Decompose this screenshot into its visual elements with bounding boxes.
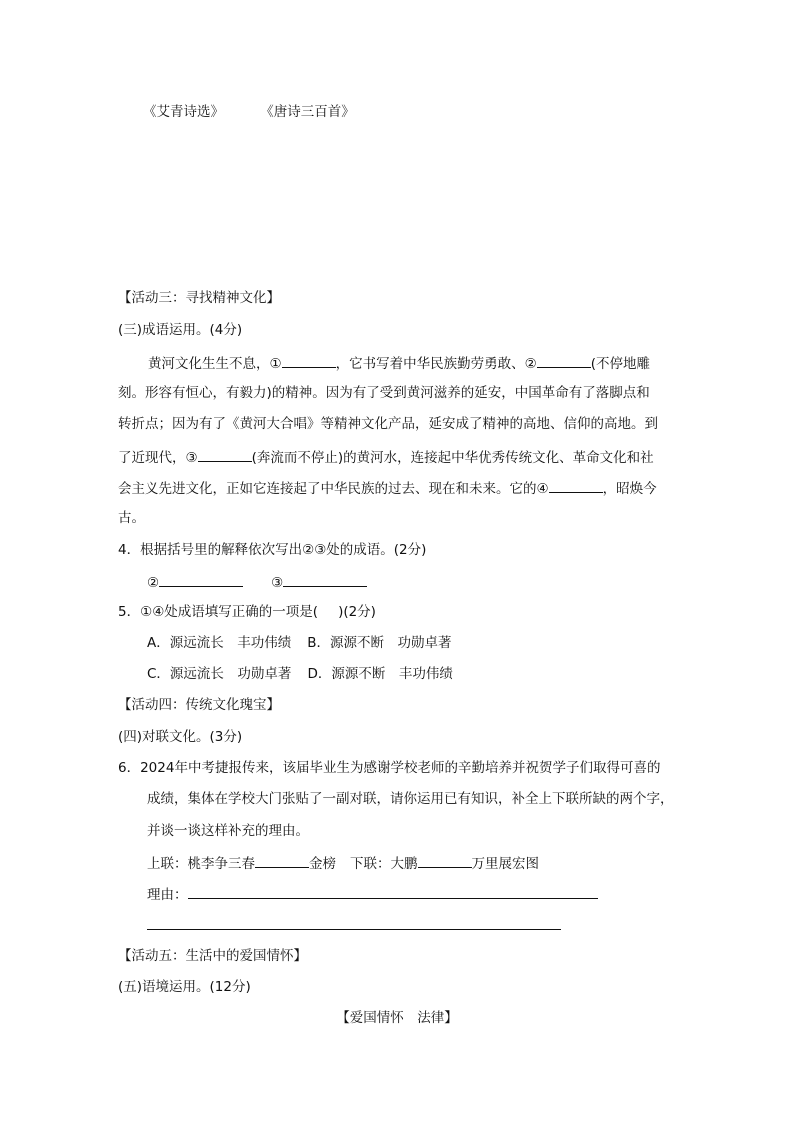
question-5-options-row-1 bbox=[147, 633, 452, 653]
question-6-line-2: 成绩，集体在学校大门张贴了一副对联，请你运用已有知识，补全上下联所缺的两个字， bbox=[147, 791, 674, 807]
blank-3[interactable] bbox=[198, 446, 252, 462]
question-5: 5．①④处成语填写正确的一项是( )(2分) bbox=[118, 604, 376, 620]
answer-blank-3[interactable] bbox=[283, 571, 367, 587]
reason-blank-1[interactable] bbox=[188, 883, 598, 899]
reason-line-2 bbox=[147, 914, 561, 936]
question-4-answers: ② ③ bbox=[147, 571, 367, 593]
reason-blank-2[interactable] bbox=[147, 914, 561, 930]
question-6-line-3: 并谈一谈这样补充的理由。 bbox=[147, 823, 309, 839]
book-titles bbox=[143, 102, 355, 122]
activity5-heading: 【活动五：生活中的爱国情怀】 bbox=[118, 948, 307, 964]
passage-line-5: 会主义先进文化，正如它连接起了中华民族的过去、现在和未来。它的④ ，昭焕今 bbox=[118, 477, 657, 499]
question-4: 4．根据括号里的解释依次写出②③处的成语。(2分) bbox=[118, 542, 427, 558]
option-c[interactable]: C．源远流长 功勋卓著 bbox=[147, 666, 292, 682]
answer-blank-2[interactable] bbox=[159, 571, 243, 587]
section-4-title: (四)对联文化。(3分) bbox=[118, 729, 243, 745]
passage-line-2: 刻。形容有恒心，有毅力)的精神。因为有了受到黄河滋养的延安，中国革命有了落脚点和 bbox=[118, 385, 650, 401]
passage-line-3: 转折点；因为有了《黄河大合唱》等精神文化产品，延安成了精神的高地、信仰的高地。到 bbox=[118, 416, 658, 432]
upper-couplet-blank[interactable] bbox=[255, 852, 309, 868]
option-d[interactable]: D．源源不断 丰功伟绩 bbox=[307, 666, 453, 682]
option-b[interactable]: B．源源不断 功勋卓著 bbox=[307, 635, 452, 651]
book-title-2: 《唐诗三百首》 bbox=[260, 104, 355, 120]
lower-couplet-end: 万里展宏图 bbox=[471, 856, 539, 872]
book-title-1: 《艾青诗选》 bbox=[143, 104, 224, 120]
passage-line-6: 古。 bbox=[118, 510, 145, 526]
reason-line bbox=[147, 883, 598, 905]
activity3-heading: 【活动三：寻找精神文化】 bbox=[118, 290, 280, 306]
upper-couplet-end: 金榜 bbox=[309, 856, 336, 872]
lower-couplet-start: 下联：大鹏 bbox=[350, 856, 418, 872]
lower-couplet-blank[interactable] bbox=[418, 852, 472, 868]
couplet-line bbox=[147, 852, 539, 874]
question-5-options-row-2 bbox=[147, 664, 453, 684]
blank-4[interactable] bbox=[549, 477, 603, 493]
option-a[interactable]: A．源远流长 丰功伟绩 bbox=[147, 635, 292, 651]
reason-label: 理由： bbox=[147, 887, 188, 903]
upper-couplet-start: 上联：桃李争三春 bbox=[147, 856, 255, 872]
section-5-title: (五)语境运用。(12分) bbox=[118, 979, 251, 995]
blank-1[interactable] bbox=[282, 352, 336, 368]
passage-line-1: 黄河文化生生不息，① ，它书写着中华民族勤劳勇敢、② (不停地雕 bbox=[148, 352, 650, 374]
section-5-subtitle: 【爱国情怀 法律】 bbox=[336, 1010, 458, 1026]
blank-2[interactable] bbox=[537, 352, 591, 368]
passage-line-4: 了近现代，③ (奔流而不停止)的黄河水，连接起中华优秀传统文化、革命文化和社 bbox=[118, 446, 654, 468]
section-3-title: (三)成语运用。(4分) bbox=[118, 322, 243, 338]
activity4-heading: 【活动四：传统文化瑰宝】 bbox=[118, 697, 280, 713]
question-6-line-1: 6．2024年中考捷报传来，该届毕业生为感谢学校老师的辛勤培养并祝贺学子们取得可喜的 bbox=[118, 760, 661, 776]
